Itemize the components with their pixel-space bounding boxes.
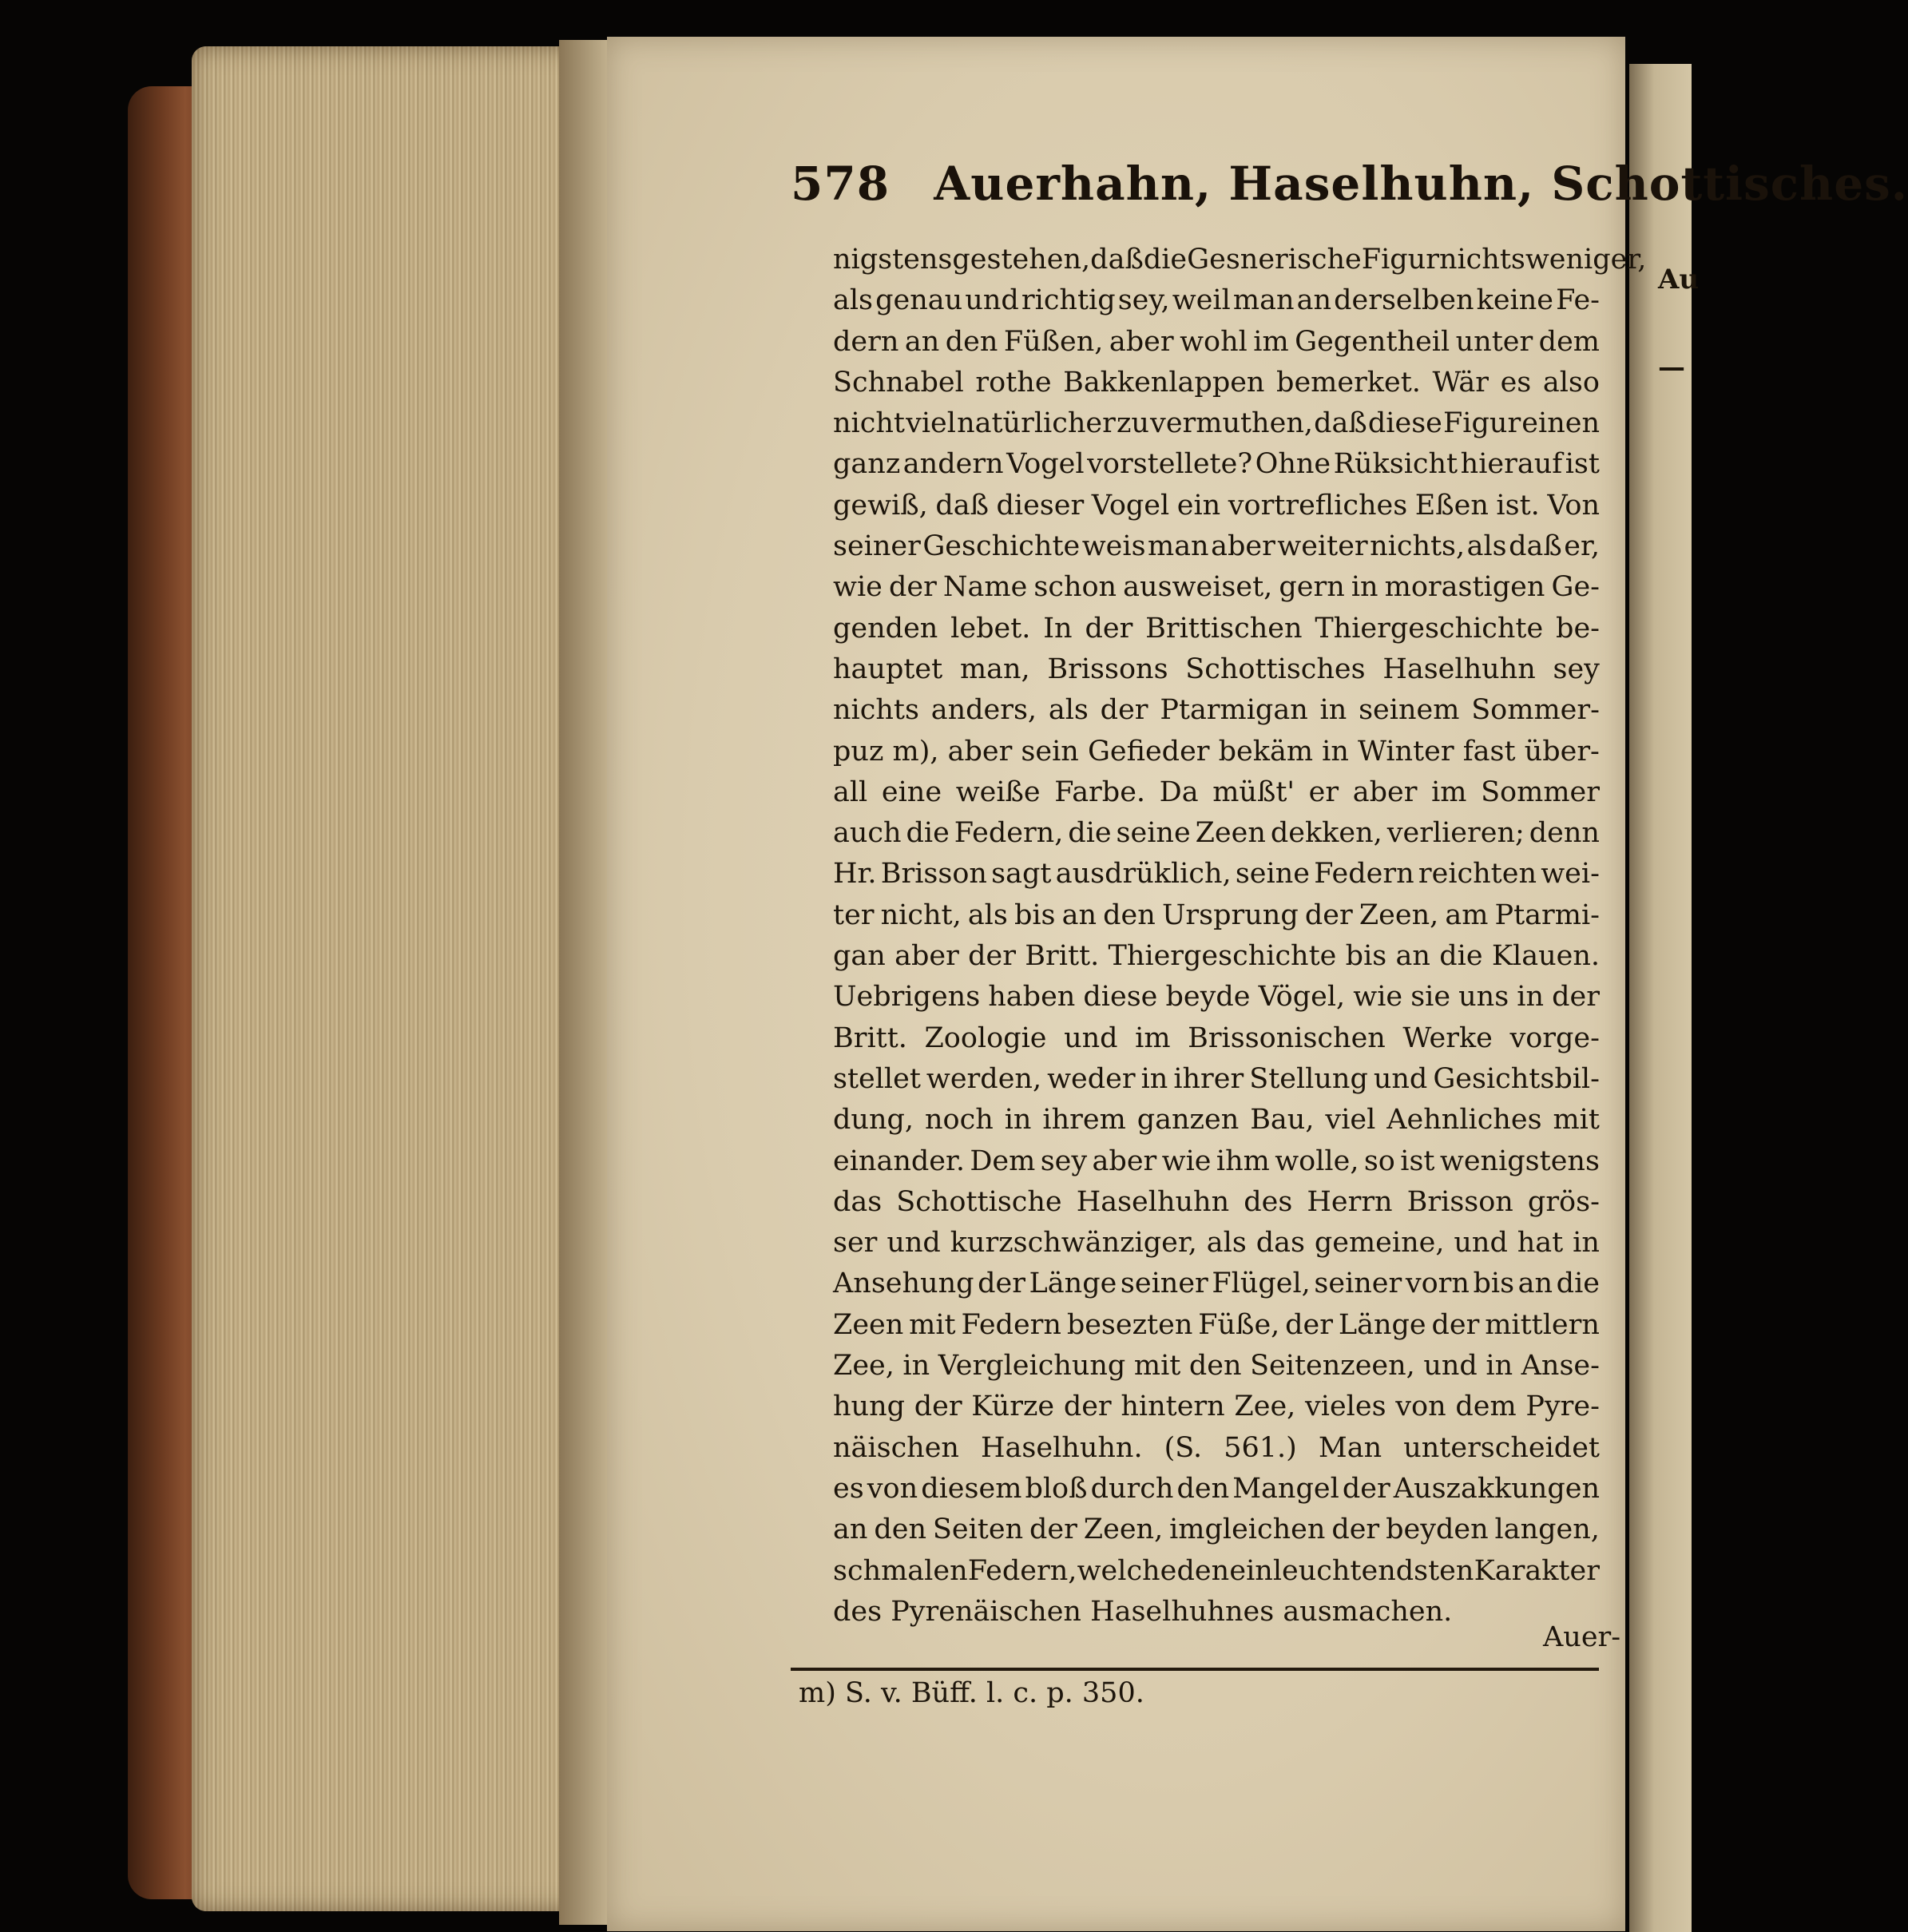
text-line: gan aber der Britt. Thiergeschichte bis an die Klauen.	[833, 940, 1600, 973]
running-header	[791, 157, 1908, 220]
text-line: nigstens gestehen, daß die Gesnerische Figur nichts weniger,	[833, 244, 1647, 276]
text-line: all eine weiße Farbe. Da müßt' er aber im Sommer	[833, 776, 1600, 808]
text-line: hauptet man, Brissons Schottisches Haselhuhn sey	[833, 653, 1600, 685]
text-line: des Pyrenäischen Haselhuhnes ausmachen.	[833, 1595, 1453, 1628]
body-text	[833, 240, 1647, 1632]
catchword: Auer-	[1543, 1621, 1621, 1653]
next-page-fragment: Au	[1658, 264, 1700, 296]
text-line: nicht viel natürlicher zu vermuthen, daß diese Figur einen	[833, 407, 1600, 440]
next-page-edge	[1629, 64, 1700, 1932]
footnote-rule	[791, 1668, 1599, 1671]
text-line: Zeen mit Federn besezten Füße, der Länge der mittlern	[833, 1308, 1600, 1341]
text-line: Schnabel rothe Bakkenlappen bemerket. Wär es also	[833, 366, 1600, 399]
text-line: dung, noch in ihrem ganzen Bau, viel Aehnliches mit	[833, 1104, 1600, 1137]
text-line: nichts anders, als der Ptarmigan in seinem Sommer-	[833, 694, 1600, 727]
page-number: 578	[791, 157, 891, 211]
text-line: Hr. Brisson sagt ausdrüklich, seine Federn reichten wei-	[833, 858, 1600, 891]
text-line: Zee, in Vergleichung mit den Seitenzeen, und in Anse-	[833, 1350, 1600, 1383]
text-line: Ansehung der Länge seiner Flügel, seiner vorn bis an die	[833, 1268, 1600, 1300]
text-line: seiner Geschichte weis man aber weiter nichts, als daß er,	[833, 530, 1600, 563]
text-line: auch die Federn, die seine Zeen dekken, verlieren; denn	[833, 817, 1600, 850]
text-line: wie der Name schon ausweiset, gern in morastigen Ge-	[833, 571, 1600, 604]
text-line: hung der Kürze der hintern Zee, vieles von dem Pyre-	[833, 1390, 1600, 1423]
running-title: Auerhahn, Haselhuhn, Schottisches.	[934, 157, 1908, 211]
text-line: näischen Haselhuhn. (S. 561.) Man unterscheidet	[833, 1431, 1600, 1464]
text-line: Uebrigens haben diese beyde Vögel, wie sie uns in der	[833, 981, 1600, 1014]
text-line: gewiß, daß dieser Vogel ein vortrefliches Eßen ist. Von	[833, 489, 1600, 522]
page-edges	[192, 46, 603, 1911]
text-line: dern an den Füßen, aber wohl im Gegentheil unter dem	[833, 325, 1600, 358]
text-line: stellet werden, weder in ihrer Stellung und Gesichtsbil-	[833, 1062, 1600, 1095]
text-line: genden lebet. In der Brittischen Thiergeschichte be-	[833, 612, 1600, 645]
footnote: m) S. v. Büff. l. c. p. 350.	[799, 1677, 1144, 1709]
text-line: Britt. Zoologie und im Brissonischen Werke vorge-	[833, 1022, 1600, 1054]
text-line: ter nicht, als bis an den Ursprung der Zeen, am Ptarmi-	[833, 899, 1600, 931]
text-line: als genau und richtig sey, weil man an derselben keine Fe-	[833, 284, 1600, 317]
text-line: ganz andern Vogel vorstellete? Ohne Rüksicht hierauf ist	[833, 448, 1600, 481]
text-line: puz m), aber sein Gefieder bekäm in Winter fast über-	[833, 735, 1600, 768]
text-line: an den Seiten der Zeen, imgleichen der beyden langen,	[833, 1513, 1600, 1546]
text-line: einander. Dem sey aber wie ihm wolle, so ist wenigstens	[833, 1145, 1600, 1177]
next-page-fragment: —	[1658, 351, 1685, 383]
text-line: schmalen Federn, welche den einleuchtendsten Karakter	[833, 1554, 1600, 1587]
text-line: es von diesem bloß durch den Mangel der Auszakkungen	[833, 1472, 1600, 1505]
text-line: das Schottische Haselhuhn des Herrn Brisson grös-	[833, 1185, 1600, 1218]
text-line: ser und kurzschwänziger, als das gemeine, und hat in	[833, 1227, 1600, 1260]
